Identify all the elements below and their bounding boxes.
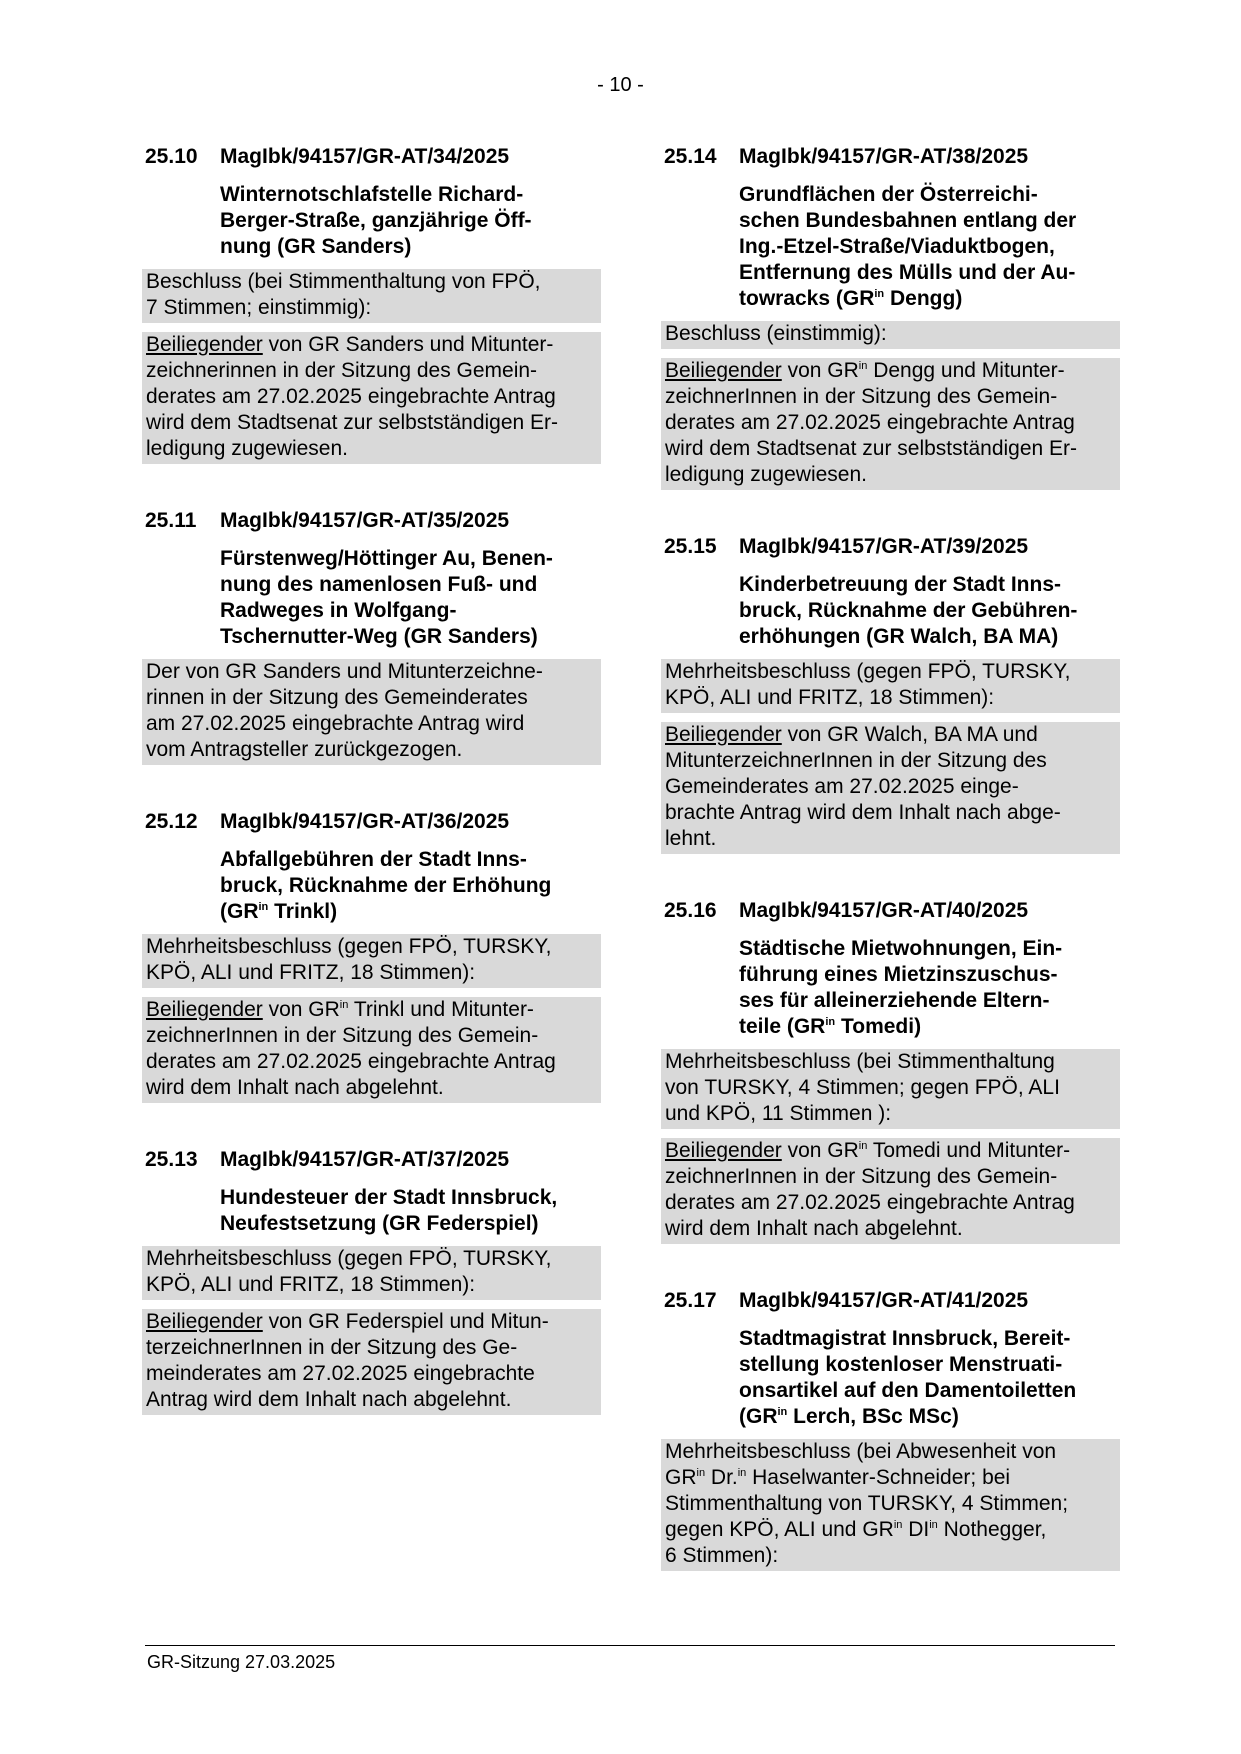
superscript-in: in <box>825 1016 836 1028</box>
title-line: Städtische Mietwohnungen, Ein- <box>739 937 1063 960</box>
title-tail: Lerch, BSc MSc) <box>787 1405 959 1428</box>
decision-body <box>661 358 1120 490</box>
item-reference: MagIbk/94157/GR-AT/40/2025 <box>739 899 1029 922</box>
title-line: Abfallgebühren der Stadt Inns- <box>220 848 527 871</box>
decision-text <box>661 1439 1120 1571</box>
body-text: Dengg und Mitunter- zeichnerInnen in der Sitzung des Gemein- derates am 27.02.2025 eingebrachte Antrag wird dem Stadtsenat zur selbstständigen Er- ledigung zugewiesen. <box>665 359 1078 486</box>
title-line: onsartikel auf den Damentoiletten <box>739 1379 1077 1402</box>
superscript-in: in <box>874 288 885 300</box>
decision-text: Mehrheitsbeschluss (gegen FPÖ, TURSKY, KPÖ, ALI und FRITZ, 18 Stimmen): <box>142 934 601 988</box>
item-title <box>739 936 1122 1040</box>
item-heading <box>664 898 1122 924</box>
title-gr: (GR <box>220 900 259 923</box>
item-number: 25.13 <box>145 1148 198 1171</box>
footer-divider <box>145 1645 1115 1646</box>
title-line: ses für alleinerziehende Eltern- <box>739 989 1050 1012</box>
item-reference: MagIbk/94157/GR-AT/35/2025 <box>220 509 510 532</box>
agenda-item-25-12 <box>145 809 603 1103</box>
footer-text: GR-Sitzung 27.03.2025 <box>147 1652 336 1672</box>
superscript-in: in <box>696 1467 706 1479</box>
title-line: bruck, Rücknahme der Erhöhung <box>220 874 552 897</box>
decision-line: Nothegger, <box>937 1518 1047 1541</box>
item-number: 25.14 <box>664 145 717 168</box>
decision-text: Beschluss (bei Stimmenthaltung von FPÖ, 7 Stimmen; einstimmig): <box>142 269 601 323</box>
superscript-in: in <box>737 1467 747 1479</box>
body-lead: Beiliegender <box>146 333 263 356</box>
title-tail: Dengg) <box>884 287 963 310</box>
decision-line: GR <box>665 1466 697 1489</box>
decision-body <box>661 1138 1120 1244</box>
item-title <box>739 182 1122 312</box>
decision-line: Stimmenthaltung von TURSKY, 4 Stimmen; <box>665 1492 1069 1515</box>
agenda-item-25-13 <box>145 1147 603 1415</box>
item-title: Winternotschlafstelle Richard- Berger-Straße, ganzjährige Öff- nung (GR Sanders) <box>220 183 532 258</box>
item-reference: MagIbk/94157/GR-AT/36/2025 <box>220 810 510 833</box>
body-lead: Beiliegender <box>146 1310 263 1333</box>
superscript-in: in <box>929 1519 938 1531</box>
superscript-in: in <box>258 901 269 913</box>
title-line: stellung kostenloser Menstruati- <box>739 1353 1063 1376</box>
decision-line: Dr. <box>705 1466 738 1489</box>
item-title: Kinderbetreuung der Stadt Inns- bruck, Rücknahme der Gebühren- erhöhungen (GR Walch, BA MA) <box>739 573 1078 648</box>
item-heading <box>664 1288 1122 1314</box>
item-reference: MagIbk/94157/GR-AT/39/2025 <box>739 535 1029 558</box>
superscript-in: in <box>858 1140 868 1152</box>
decision-text: Der von GR Sanders und Mitunterzeichne- rinnen in der Sitzung des Gemeinderates am 27.02.2025 eingebrachte Antrag wird vom Antragsteller zurückgezogen. <box>142 659 601 765</box>
body-text: von GR <box>781 1139 859 1162</box>
superscript-in: in <box>858 360 868 372</box>
body-text: Trinkl und Mitunter- zeichnerInnen in der Sitzung des Gemein- derates am 27.02.2025 eingebrachte Antrag wird dem Inhalt nach abgelehnt. <box>146 998 556 1099</box>
item-number: 25.10 <box>145 145 198 168</box>
agenda-item-25-11 <box>145 508 603 765</box>
agenda-item-25-14 <box>664 144 1122 490</box>
decision-body <box>142 332 601 464</box>
body-lead: Beiliegender <box>665 723 782 746</box>
item-heading <box>145 508 603 534</box>
item-reference: MagIbk/94157/GR-AT/38/2025 <box>739 145 1029 168</box>
title-line: Grundflächen der Österreichi- <box>739 183 1038 206</box>
item-title <box>739 1326 1122 1430</box>
item-reference: MagIbk/94157/GR-AT/37/2025 <box>220 1148 510 1171</box>
left-column <box>145 144 603 1459</box>
decision-body <box>142 997 601 1103</box>
body-lead: Beiliegender <box>146 998 263 1021</box>
item-heading <box>145 809 603 835</box>
body-text: von GR <box>262 998 340 1021</box>
agenda-item-25-10 <box>145 144 603 464</box>
body-text: von GR Walch, BA MA und MitunterzeichnerInnen in der Sitzung des Gemeinderates am 27.02.2025 einge- brachte Antrag wird dem Inhalt nach abge- lehnt. <box>665 723 1061 850</box>
item-title <box>220 847 603 925</box>
item-number: 25.12 <box>145 810 198 833</box>
decision-body <box>661 722 1120 854</box>
decision-body <box>142 1309 601 1415</box>
item-reference: MagIbk/94157/GR-AT/34/2025 <box>220 145 510 168</box>
agenda-item-25-15 <box>664 534 1122 854</box>
item-title: Fürstenweg/Höttinger Au, Benen- nung des namenlosen Fuß- und Radweges in Wolfgang- Tschernutter-Weg (GR Sanders) <box>220 547 553 648</box>
decision-text: Mehrheitsbeschluss (bei Stimmenthaltung von TURSKY, 4 Stimmen; gegen FPÖ, ALI und KPÖ, 11 Stimmen ): <box>661 1049 1120 1129</box>
title-line: Entfernung des Mülls und der Au- <box>739 261 1076 284</box>
decision-line: Mehrheitsbeschluss (bei Abwesenheit von <box>665 1440 1057 1463</box>
item-number: 25.15 <box>664 535 717 558</box>
decision-line: 6 Stimmen): <box>665 1544 779 1567</box>
item-heading <box>664 144 1122 170</box>
title-tail: Tomedi) <box>835 1015 922 1038</box>
item-heading <box>664 534 1122 560</box>
title-gr: (GR <box>739 1405 778 1428</box>
body-text: Tomedi und Mitunter- zeichnerInnen in der Sitzung des Gemein- derates am 27.02.2025 eingebrachte Antrag wird dem Inhalt nach abgelehnt. <box>665 1139 1075 1240</box>
body-lead: Beiliegender <box>665 359 782 382</box>
item-heading <box>145 144 603 170</box>
title-tail: Trinkl) <box>268 900 338 923</box>
superscript-in: in <box>893 1519 903 1531</box>
superscript-in: in <box>339 999 349 1011</box>
decision-line: Haselwanter-Schneider; bei <box>746 1466 1011 1489</box>
title-line: führung eines Mietzinszuschus- <box>739 963 1058 986</box>
body-text: von GR Federspiel und Mitun- terzeichnerInnen in der Sitzung des Ge- meinderates am 27.02.2025 eingebrachte Antrag wird dem Inhalt nach abgelehnt. <box>146 1310 549 1411</box>
title-gr: teile (GR <box>739 1015 826 1038</box>
agenda-item-25-17 <box>664 1288 1122 1571</box>
superscript-in: in <box>777 1406 788 1418</box>
decision-text: Mehrheitsbeschluss (gegen FPÖ, TURSKY, KPÖ, ALI und FRITZ, 18 Stimmen): <box>142 1246 601 1300</box>
title-gr: towracks (GR <box>739 287 875 310</box>
item-number: 25.16 <box>664 899 717 922</box>
item-reference: MagIbk/94157/GR-AT/41/2025 <box>739 1289 1029 1312</box>
title-line: Stadtmagistrat Innsbruck, Bereit- <box>739 1327 1071 1350</box>
item-number: 25.17 <box>664 1289 717 1312</box>
title-line: schen Bundesbahnen entlang der <box>739 209 1077 232</box>
agenda-item-25-16 <box>664 898 1122 1244</box>
title-line: Ing.-Etzel-Straße/Viaduktbogen, <box>739 235 1055 258</box>
decision-line: DI <box>902 1518 930 1541</box>
right-column <box>664 144 1122 1615</box>
body-text: von GR Sanders und Mitunter- zeichnerinnen in der Sitzung des Gemein- derates am 27.02.2025 eingebrachte Antrag wird dem Stadtsenat zur selbstständigen Er- ledigung zugewiesen. <box>146 333 559 460</box>
decision-text: Beschluss (einstimmig): <box>661 321 1120 349</box>
page-number: - 10 - <box>597 74 644 96</box>
body-text: von GR <box>781 359 859 382</box>
item-number: 25.11 <box>145 509 197 532</box>
body-lead: Beiliegender <box>665 1139 782 1162</box>
item-heading <box>145 1147 603 1173</box>
item-title: Hundesteuer der Stadt Innsbruck, Neufestsetzung (GR Federspiel) <box>220 1186 558 1235</box>
decision-line: gegen KPÖ, ALI und GR <box>665 1518 894 1541</box>
decision-text: Mehrheitsbeschluss (gegen FPÖ, TURSKY, KPÖ, ALI und FRITZ, 18 Stimmen): <box>661 659 1120 713</box>
